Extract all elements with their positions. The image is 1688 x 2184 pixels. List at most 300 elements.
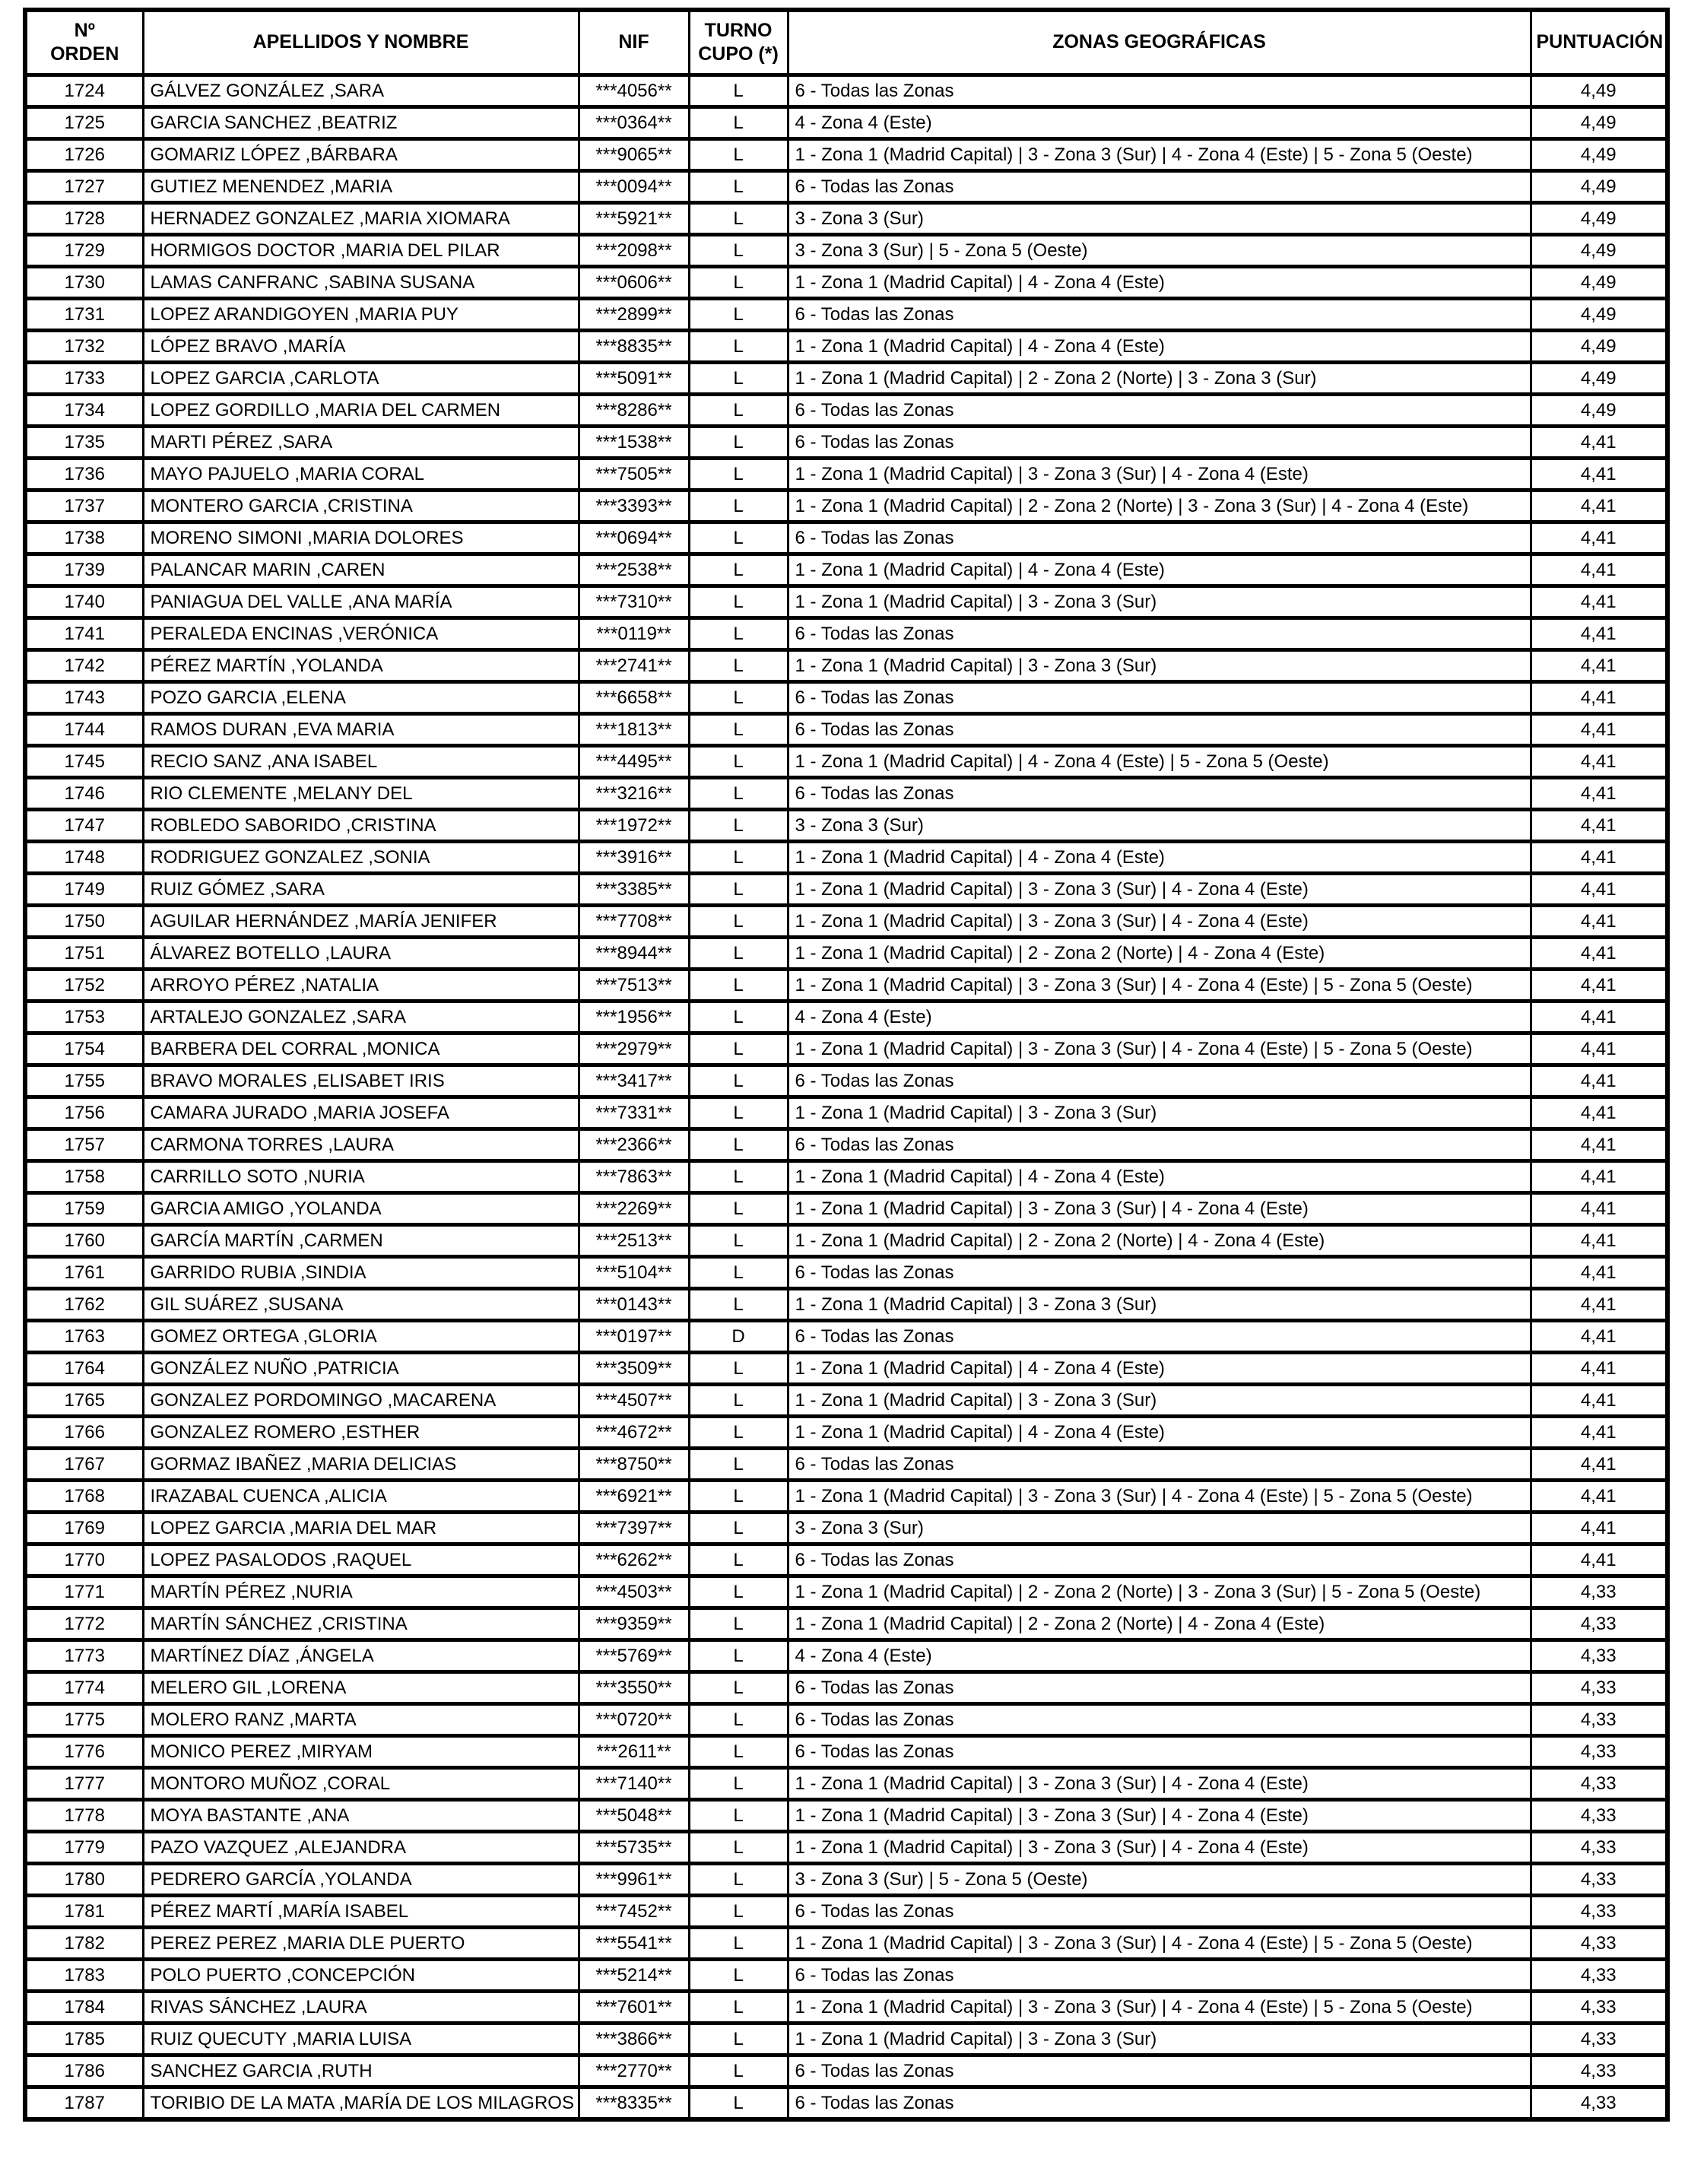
candidate-name-cell: POZO GARCIA ,ELENA [143,682,579,714]
turno-cupo-cell: L [689,810,788,842]
candidate-name-cell: ÁLVAREZ BOTELLO ,LAURA [143,938,579,970]
nif-cell: ***0694** [579,522,689,554]
zonas-geograficas-cell: 1 - Zona 1 (Madrid Capital) | 2 - Zona 2 (Norte) | 3 - Zona 3 (Sur) | 5 - Zona 5 (Oeste) [788,1576,1531,1608]
table-row [25,970,1667,1002]
nif-cell: ***7397** [579,1513,689,1544]
turno-cupo-cell: L [689,203,788,235]
nif-cell: ***2538** [579,554,689,586]
candidate-name-cell: LÓPEZ BRAVO ,MARÍA [143,331,579,363]
nif-cell: ***2979** [579,1033,689,1065]
table-row [25,906,1667,938]
nif-cell: ***1538** [579,427,689,459]
order-number-cell: 1770 [25,1544,143,1576]
turno-cupo-cell: L [689,331,788,363]
nif-cell: ***7140** [579,1768,689,1800]
candidate-name-cell: MARTÍNEZ DÍAZ ,ÁNGELA [143,1640,579,1672]
order-number-cell: 1773 [25,1640,143,1672]
nif-cell: ***4503** [579,1576,689,1608]
zonas-geograficas-cell: 1 - Zona 1 (Madrid Capital) | 3 - Zona 3 (Sur) [788,2024,1531,2055]
candidate-name-cell: CAMARA JURADO ,MARIA JOSEFA [143,1097,579,1129]
zonas-geograficas-cell: 3 - Zona 3 (Sur) | 5 - Zona 5 (Oeste) [788,1864,1531,1896]
table-row [25,1129,1667,1161]
turno-cupo-cell: L [689,1289,788,1321]
candidate-name-cell: PAZO VAZQUEZ ,ALEJANDRA [143,1832,579,1864]
turno-cupo-cell: L [689,395,788,427]
candidate-name-cell: MARTÍN PÉREZ ,NURIA [143,1576,579,1608]
turno-cupo-cell: L [689,1864,788,1896]
order-number-cell: 1730 [25,267,143,299]
zonas-geograficas-cell: 6 - Todas las Zonas [788,1257,1531,1289]
order-number-cell: 1736 [25,459,143,490]
turno-cupo-cell: L [689,1640,788,1672]
puntuacion-cell: 4,33 [1531,1640,1667,1672]
turno-cupo-cell: L [689,1065,788,1097]
order-number-cell: 1765 [25,1385,143,1417]
table-row [25,1640,1667,1672]
zonas-geograficas-cell: 1 - Zona 1 (Madrid Capital) | 3 - Zona 3 (Sur) | 4 - Zona 4 (Este) [788,874,1531,906]
nif-cell: ***2098** [579,235,689,267]
nif-cell: ***5048** [579,1800,689,1832]
turno-cupo-cell: L [689,2024,788,2055]
candidate-name-cell: PÉREZ MARTÍ ,MARÍA ISABEL [143,1896,579,1928]
puntuacion-cell: 4,41 [1531,1065,1667,1097]
candidate-name-cell: GONZÁLEZ NUÑO ,PATRICIA [143,1353,579,1385]
order-number-cell: 1774 [25,1672,143,1704]
turno-cupo-cell: L [689,1225,788,1257]
table-row [25,1065,1667,1097]
zonas-geograficas-cell: 1 - Zona 1 (Madrid Capital) | 2 - Zona 2 (Norte) | 4 - Zona 4 (Este) [788,1225,1531,1257]
candidate-name-cell: PEDRERO GARCÍA ,YOLANDA [143,1864,579,1896]
zonas-geograficas-cell: 1 - Zona 1 (Madrid Capital) | 3 - Zona 3 (Sur) | 4 - Zona 4 (Este) [788,459,1531,490]
puntuacion-cell: 4,41 [1531,970,1667,1002]
turno-cupo-cell: L [689,1576,788,1608]
candidate-name-cell: LAMAS CANFRANC ,SABINA SUSANA [143,267,579,299]
order-number-cell: 1766 [25,1417,143,1449]
order-number-cell: 1750 [25,906,143,938]
nif-cell: ***3866** [579,2024,689,2055]
zonas-geograficas-cell: 6 - Todas las Zonas [788,2087,1531,2120]
order-number-cell: 1755 [25,1065,143,1097]
zonas-geograficas-cell: 3 - Zona 3 (Sur) [788,203,1531,235]
nif-cell: ***0094** [579,171,689,203]
nif-cell: ***7331** [579,1097,689,1129]
table-row [25,1672,1667,1704]
table-row [25,1704,1667,1736]
nif-cell: ***3916** [579,842,689,874]
zonas-geograficas-cell: 1 - Zona 1 (Madrid Capital) | 3 - Zona 3 (Sur) | 4 - Zona 4 (Este) [788,906,1531,938]
nif-cell: ***8335** [579,2087,689,2120]
zonas-geograficas-cell: 1 - Zona 1 (Madrid Capital) | 3 - Zona 3 (Sur) [788,1289,1531,1321]
candidate-name-cell: IRAZABAL CUENCA ,ALICIA [143,1481,579,1513]
turno-cupo-cell: L [689,1161,788,1193]
table-row [25,75,1667,107]
candidate-name-cell: LOPEZ PASALODOS ,RAQUEL [143,1544,579,1576]
order-number-cell: 1761 [25,1257,143,1289]
turno-cupo-cell: L [689,1449,788,1481]
nif-cell: ***0197** [579,1321,689,1353]
nif-cell: ***8286** [579,395,689,427]
order-number-cell: 1739 [25,554,143,586]
order-number-cell: 1742 [25,650,143,682]
puntuacion-cell: 4,41 [1531,1193,1667,1225]
order-number-cell: 1784 [25,1992,143,2024]
puntuacion-cell: 4,49 [1531,171,1667,203]
table-row [25,1513,1667,1544]
turno-cupo-cell: L [689,459,788,490]
candidate-name-cell: GARRIDO RUBIA ,SINDIA [143,1257,579,1289]
order-number-cell: 1728 [25,203,143,235]
nif-cell: ***3216** [579,778,689,810]
nif-cell: ***1956** [579,1002,689,1033]
order-number-cell: 1767 [25,1449,143,1481]
candidate-name-cell: LOPEZ GORDILLO ,MARIA DEL CARMEN [143,395,579,427]
nif-cell: ***5091** [579,363,689,395]
table-body [25,75,1667,2120]
zonas-geograficas-cell: 1 - Zona 1 (Madrid Capital) | 2 - Zona 2 (Norte) | 4 - Zona 4 (Este) [788,938,1531,970]
table-row [25,203,1667,235]
table-row [25,650,1667,682]
order-number-cell: 1785 [25,2024,143,2055]
zonas-geograficas-cell: 6 - Todas las Zonas [788,171,1531,203]
nif-cell: ***1972** [579,810,689,842]
table-row [25,1033,1667,1065]
candidate-name-cell: GARCÍA MARTÍN ,CARMEN [143,1225,579,1257]
candidate-name-cell: RECIO SANZ ,ANA ISABEL [143,746,579,778]
nif-cell: ***4056** [579,75,689,107]
candidate-name-cell: HERNADEZ GONZALEZ ,MARIA XIOMARA [143,203,579,235]
table-row [25,2024,1667,2055]
order-number-cell: 1782 [25,1928,143,1960]
turno-cupo-cell: L [689,1353,788,1385]
zonas-geograficas-cell: 6 - Todas las Zonas [788,1672,1531,1704]
zonas-geograficas-cell: 1 - Zona 1 (Madrid Capital) | 3 - Zona 3 (Sur) [788,1385,1531,1417]
table-row [25,682,1667,714]
turno-cupo-cell: D [689,1321,788,1353]
candidate-name-cell: ROBLEDO SABORIDO ,CRISTINA [143,810,579,842]
puntuacion-cell: 4,33 [1531,1768,1667,1800]
candidate-name-cell: POLO PUERTO ,CONCEPCIÓN [143,1960,579,1992]
table-row [25,1417,1667,1449]
zonas-geograficas-cell: 6 - Todas las Zonas [788,299,1531,331]
puntuacion-cell: 4,41 [1531,938,1667,970]
nif-cell: ***2366** [579,1129,689,1161]
puntuacion-cell: 4,41 [1531,1385,1667,1417]
turno-cupo-cell: L [689,842,788,874]
order-number-cell: 1764 [25,1353,143,1385]
nif-cell: ***5214** [579,1960,689,1992]
table-row [25,522,1667,554]
puntuacion-cell: 4,49 [1531,235,1667,267]
candidate-name-cell: MOLERO RANZ ,MARTA [143,1704,579,1736]
table-row [25,938,1667,970]
puntuacion-cell: 4,33 [1531,1896,1667,1928]
puntuacion-cell: 4,33 [1531,1928,1667,1960]
table-row [25,2055,1667,2087]
table-row [25,618,1667,650]
turno-cupo-cell: L [689,586,788,618]
order-number-cell: 1768 [25,1481,143,1513]
candidate-name-cell: PALANCAR MARIN ,CAREN [143,554,579,586]
order-number-cell: 1756 [25,1097,143,1129]
order-number-cell: 1763 [25,1321,143,1353]
nif-cell: ***6658** [579,682,689,714]
candidate-name-cell: PEREZ PEREZ ,MARIA DLE PUERTO [143,1928,579,1960]
puntuacion-cell: 4,33 [1531,1736,1667,1768]
turno-cupo-cell: L [689,938,788,970]
nif-cell: ***7452** [579,1896,689,1928]
turno-cupo-cell: L [689,906,788,938]
order-number-cell: 1740 [25,586,143,618]
order-number-cell: 1724 [25,75,143,107]
puntuacion-cell: 4,49 [1531,331,1667,363]
nif-cell: ***0119** [579,618,689,650]
turno-cupo-cell: L [689,1513,788,1544]
zonas-geograficas-cell: 4 - Zona 4 (Este) [788,1640,1531,1672]
candidate-name-cell: GÁLVEZ GONZÁLEZ ,SARA [143,75,579,107]
candidate-name-cell: CARMONA TORRES ,LAURA [143,1129,579,1161]
turno-cupo-cell: L [689,1800,788,1832]
zonas-geograficas-cell: 1 - Zona 1 (Madrid Capital) | 3 - Zona 3 (Sur) | 4 - Zona 4 (Este) | 5 - Zona 5 (Oeste) [788,1033,1531,1065]
nif-cell: ***3393** [579,490,689,522]
nif-cell: ***0606** [579,267,689,299]
zonas-geograficas-cell: 6 - Todas las Zonas [788,1896,1531,1928]
candidate-name-cell: CARRILLO SOTO ,NURIA [143,1161,579,1193]
puntuacion-cell: 4,41 [1531,427,1667,459]
turno-cupo-cell: L [689,363,788,395]
nif-cell: ***6921** [579,1481,689,1513]
candidate-name-cell: RUIZ GÓMEZ ,SARA [143,874,579,906]
table-row [25,331,1667,363]
table-row [25,139,1667,171]
order-number-cell: 1787 [25,2087,143,2120]
puntuacion-cell: 4,41 [1531,586,1667,618]
turno-cupo-cell: L [689,1257,788,1289]
candidate-name-cell: MOYA BASTANTE ,ANA [143,1800,579,1832]
zonas-geograficas-cell: 1 - Zona 1 (Madrid Capital) | 4 - Zona 4 (Este) [788,554,1531,586]
column-header-name: APELLIDOS Y NOMBRE [143,10,579,75]
order-number-cell: 1727 [25,171,143,203]
zonas-geograficas-cell: 1 - Zona 1 (Madrid Capital) | 3 - Zona 3 (Sur) | 4 - Zona 4 (Este) | 5 - Zona 5 (Oeste) [788,1928,1531,1960]
order-number-cell: 1734 [25,395,143,427]
zonas-geograficas-cell: 6 - Todas las Zonas [788,1129,1531,1161]
zonas-geograficas-cell: 6 - Todas las Zonas [788,1544,1531,1576]
nif-cell: ***3550** [579,1672,689,1704]
turno-cupo-cell: L [689,746,788,778]
nif-cell: ***6262** [579,1544,689,1576]
puntuacion-cell: 4,41 [1531,1353,1667,1385]
order-number-cell: 1783 [25,1960,143,1992]
nif-cell: ***5735** [579,1832,689,1864]
table-row [25,810,1667,842]
zonas-geograficas-cell: 6 - Todas las Zonas [788,714,1531,746]
table-row [25,1896,1667,1928]
zonas-geograficas-cell: 6 - Todas las Zonas [788,1960,1531,1992]
nif-cell: ***8750** [579,1449,689,1481]
puntuacion-cell: 4,49 [1531,267,1667,299]
table-row [25,1736,1667,1768]
zonas-geograficas-cell: 1 - Zona 1 (Madrid Capital) | 3 - Zona 3 (Sur) | 4 - Zona 4 (Este) | 5 - Zona 5 (Oeste) [788,1481,1531,1513]
candidate-name-cell: RIVAS SÁNCHEZ ,LAURA [143,1992,579,2024]
nif-cell: ***2611** [579,1736,689,1768]
table-row [25,395,1667,427]
puntuacion-cell: 4,41 [1531,1129,1667,1161]
puntuacion-cell: 4,41 [1531,1161,1667,1193]
zonas-geograficas-cell: 6 - Todas las Zonas [788,75,1531,107]
puntuacion-cell: 4,41 [1531,1002,1667,1033]
candidate-name-cell: RIO CLEMENTE ,MELANY DEL [143,778,579,810]
candidate-name-cell: SANCHEZ GARCIA ,RUTH [143,2055,579,2087]
zonas-geograficas-cell: 1 - Zona 1 (Madrid Capital) | 3 - Zona 3 (Sur) | 4 - Zona 4 (Este) [788,1193,1531,1225]
order-number-cell: 1759 [25,1193,143,1225]
puntuacion-cell: 4,33 [1531,1992,1667,2024]
table-row [25,2087,1667,2120]
candidate-name-cell: PANIAGUA DEL VALLE ,ANA MARÍA [143,586,579,618]
table-row [25,1257,1667,1289]
puntuacion-cell: 4,49 [1531,395,1667,427]
puntuacion-cell: 4,41 [1531,1321,1667,1353]
turno-cupo-cell: L [689,2055,788,2087]
zonas-geograficas-cell: 1 - Zona 1 (Madrid Capital) | 4 - Zona 4 (Este) | 5 - Zona 5 (Oeste) [788,746,1531,778]
candidate-name-cell: LOPEZ GARCIA ,CARLOTA [143,363,579,395]
turno-cupo-cell: L [689,490,788,522]
turno-cupo-cell: L [689,1928,788,1960]
nif-cell: ***3417** [579,1065,689,1097]
candidate-name-cell: MONICO PEREZ ,MIRYAM [143,1736,579,1768]
order-number-cell: 1743 [25,682,143,714]
order-number-cell: 1747 [25,810,143,842]
order-number-cell: 1762 [25,1289,143,1321]
table-row [25,1385,1667,1417]
puntuacion-cell: 4,41 [1531,522,1667,554]
candidate-name-cell: MELERO GIL ,LORENA [143,1672,579,1704]
order-number-cell: 1775 [25,1704,143,1736]
table-row [25,107,1667,139]
zonas-geograficas-cell: 1 - Zona 1 (Madrid Capital) | 3 - Zona 3 (Sur) | 4 - Zona 4 (Este) [788,1800,1531,1832]
order-number-cell: 1733 [25,363,143,395]
nif-cell: ***8835** [579,331,689,363]
zonas-geograficas-cell: 1 - Zona 1 (Madrid Capital) | 4 - Zona 4 (Este) [788,267,1531,299]
candidate-name-cell: GIL SUÁREZ ,SUSANA [143,1289,579,1321]
puntuacion-cell: 4,33 [1531,1576,1667,1608]
nif-cell: ***2269** [579,1193,689,1225]
nif-cell: ***9961** [579,1864,689,1896]
column-header-turno: TURNO CUPO (*) [689,10,788,75]
turno-cupo-cell: L [689,618,788,650]
puntuacion-cell: 4,41 [1531,1225,1667,1257]
table-row [25,1864,1667,1896]
table-row [25,1832,1667,1864]
puntuacion-cell: 4,33 [1531,1864,1667,1896]
puntuacion-cell: 4,41 [1531,1513,1667,1544]
order-number-cell: 1737 [25,490,143,522]
order-number-cell: 1741 [25,618,143,650]
table-row [25,267,1667,299]
turno-cupo-cell: L [689,1992,788,2024]
puntuacion-cell: 4,41 [1531,1449,1667,1481]
turno-cupo-cell: L [689,107,788,139]
candidate-name-cell: ARTALEJO GONZALEZ ,SARA [143,1002,579,1033]
candidate-name-cell: PÉREZ MARTÍN ,YOLANDA [143,650,579,682]
zonas-geograficas-cell: 1 - Zona 1 (Madrid Capital) | 3 - Zona 3 (Sur) [788,1097,1531,1129]
puntuacion-cell: 4,33 [1531,1960,1667,1992]
order-number-cell: 1731 [25,299,143,331]
puntuacion-cell: 4,41 [1531,682,1667,714]
turno-cupo-cell: L [689,1544,788,1576]
turno-cupo-cell: L [689,1481,788,1513]
nif-cell: ***7505** [579,459,689,490]
zonas-geograficas-cell: 6 - Todas las Zonas [788,522,1531,554]
zonas-geograficas-cell: 6 - Todas las Zonas [788,778,1531,810]
zonas-geograficas-cell: 1 - Zona 1 (Madrid Capital) | 2 - Zona 2 (Norte) | 3 - Zona 3 (Sur) | 4 - Zona 4 (Este) [788,490,1531,522]
turno-cupo-cell: L [689,1033,788,1065]
puntuacion-cell: 4,49 [1531,203,1667,235]
zonas-geograficas-cell: 6 - Todas las Zonas [788,1321,1531,1353]
table-row [25,1161,1667,1193]
candidate-name-cell: HORMIGOS DOCTOR ,MARIA DEL PILAR [143,235,579,267]
table-row [25,1289,1667,1321]
puntuacion-cell: 4,49 [1531,75,1667,107]
order-number-cell: 1754 [25,1033,143,1065]
puntuacion-cell: 4,41 [1531,810,1667,842]
order-number-cell: 1745 [25,746,143,778]
zonas-geograficas-cell: 1 - Zona 1 (Madrid Capital) | 4 - Zona 4 (Este) [788,1161,1531,1193]
order-number-cell: 1758 [25,1161,143,1193]
order-number-cell: 1776 [25,1736,143,1768]
table-row [25,1481,1667,1513]
table-row [25,363,1667,395]
turno-cupo-cell: L [689,299,788,331]
nif-cell: ***4507** [579,1385,689,1417]
zonas-geograficas-cell: 1 - Zona 1 (Madrid Capital) | 3 - Zona 3 (Sur) [788,650,1531,682]
order-number-cell: 1738 [25,522,143,554]
order-number-cell: 1780 [25,1864,143,1896]
order-number-cell: 1725 [25,107,143,139]
zonas-geograficas-cell: 6 - Todas las Zonas [788,427,1531,459]
candidate-name-cell: MORENO SIMONI ,MARIA DOLORES [143,522,579,554]
candidate-name-cell: GARCIA AMIGO ,YOLANDA [143,1193,579,1225]
nif-cell: ***0720** [579,1704,689,1736]
nif-cell: ***2770** [579,2055,689,2087]
zonas-geograficas-cell: 1 - Zona 1 (Madrid Capital) | 4 - Zona 4 (Este) [788,842,1531,874]
candidate-name-cell: MAYO PAJUELO ,MARIA CORAL [143,459,579,490]
zonas-geograficas-cell: 6 - Todas las Zonas [788,1065,1531,1097]
zonas-geograficas-cell: 6 - Todas las Zonas [788,682,1531,714]
table-row [25,1097,1667,1129]
zonas-geograficas-cell: 3 - Zona 3 (Sur) [788,810,1531,842]
puntuacion-cell: 4,41 [1531,650,1667,682]
zonas-geograficas-cell: 6 - Todas las Zonas [788,395,1531,427]
candidate-name-cell: BRAVO MORALES ,ELISABET IRIS [143,1065,579,1097]
nif-cell: ***9065** [579,139,689,171]
candidate-name-cell: RAMOS DURAN ,EVA MARIA [143,714,579,746]
candidates-table [23,8,1670,2122]
order-number-cell: 1726 [25,139,143,171]
zonas-geograficas-cell: 1 - Zona 1 (Madrid Capital) | 3 - Zona 3 (Sur) | 4 - Zona 4 (Este) [788,1832,1531,1864]
candidate-name-cell: ARROYO PÉREZ ,NATALIA [143,970,579,1002]
candidate-name-cell: LOPEZ ARANDIGOYEN ,MARIA PUY [143,299,579,331]
table-row [25,1768,1667,1800]
order-number-cell: 1746 [25,778,143,810]
turno-cupo-cell: L [689,171,788,203]
zonas-geograficas-cell: 3 - Zona 3 (Sur) [788,1513,1531,1544]
nif-cell: ***4672** [579,1417,689,1449]
order-number-cell: 1753 [25,1002,143,1033]
nif-cell: ***4495** [579,746,689,778]
zonas-geograficas-cell: 6 - Todas las Zonas [788,1449,1531,1481]
turno-cupo-cell: L [689,1960,788,1992]
puntuacion-cell: 4,41 [1531,1544,1667,1576]
table-row [25,1960,1667,1992]
